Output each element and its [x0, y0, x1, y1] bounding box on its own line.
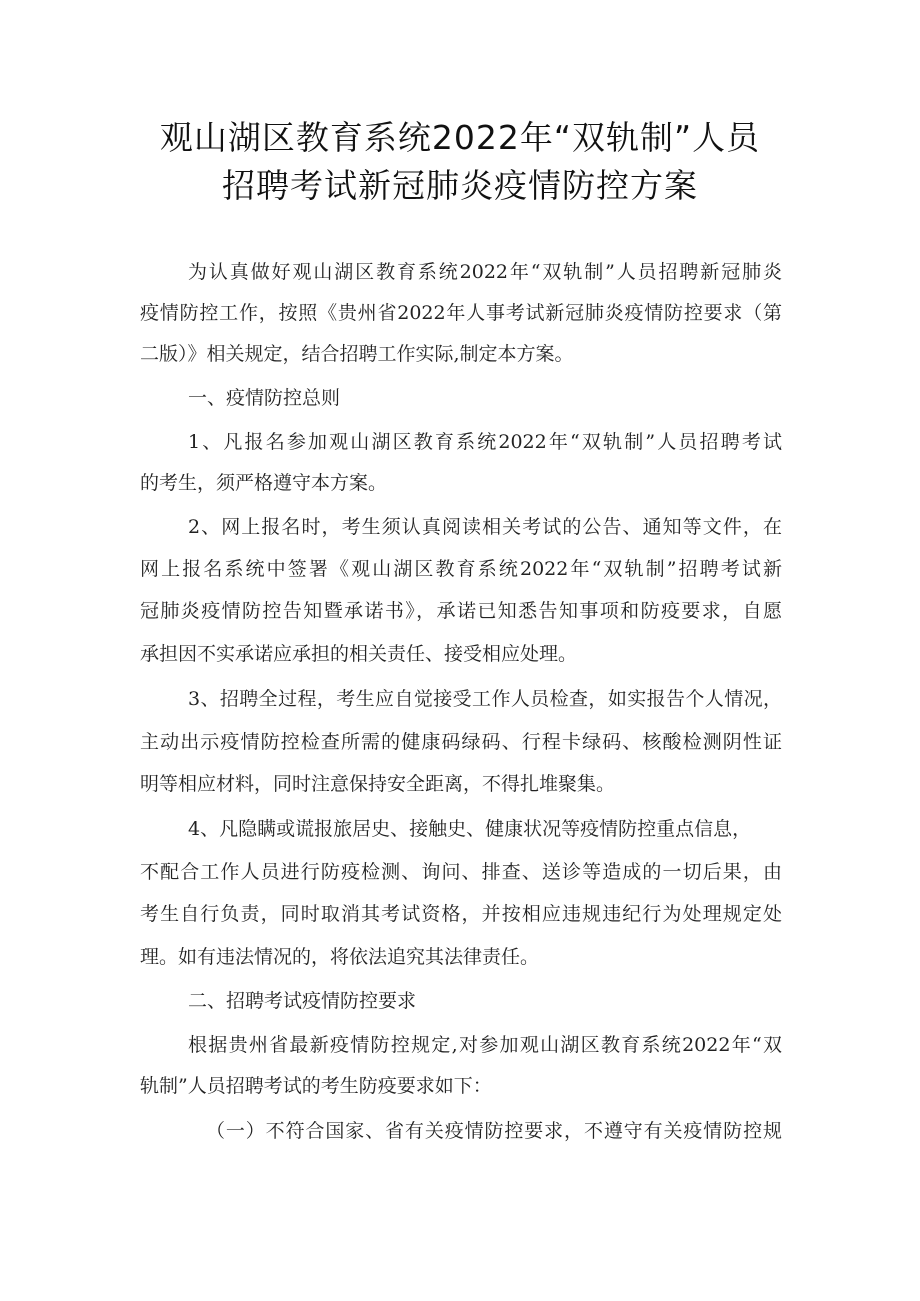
document-title-line-2: 招聘考试新冠肺炎疫情防控方案 — [222, 166, 698, 205]
rule-2-line-1: 2、网上报名时，考生须认真阅读相关考试的公告、通知等文件，在 — [188, 516, 782, 538]
rule-4-line-3: 考生自行负责，同时取消其考试资格，并按相应违规违纪行为处理规定处 — [140, 903, 782, 925]
section-heading-1: 一、疫情防控总则 — [188, 387, 341, 409]
requirements-intro-line-2: 轨制”人员招聘考试的考生防疫要求如下： — [140, 1075, 492, 1097]
requirements-intro-line-1: 根据贵州省最新疫情防控规定,对参加观山湖区教育系统2022年“双 — [188, 1034, 782, 1056]
rule-1-line-2: 的考生，须严格遵守本方案。 — [140, 472, 388, 494]
rule-4-line-1: 4、凡隐瞒或谎报旅居史、接触史、健康状况等疫情防控重点信息， — [188, 818, 752, 840]
intro-paragraph-line-3: 二版）》相关规定，结合招聘工作实际,制定本方案。 — [140, 343, 574, 365]
rule-3-line-1: 3、招聘全过程，考生应自觉接受工作人员检查，如实报告个人情况， — [188, 688, 782, 710]
intro-paragraph-line-2: 疫情防控工作，按照《贵州省2022年人事考试新冠肺炎疫情防控要求（第 — [140, 302, 782, 324]
rule-1-line-1: 1、凡报名参加观山湖区教育系统2022年“双轨制”人员招聘考试 — [188, 431, 782, 453]
intro-paragraph-line-1: 为认真做好观山湖区教育系统2022年“双轨制”人员招聘新冠肺炎 — [188, 261, 782, 283]
rule-2-line-3: 冠肺炎疫情防控告知暨承诺书》，承诺已知悉告知事项和防疫要求，自愿 — [140, 600, 782, 622]
rule-3-line-3: 明等相应材料，同时注意保持安全距离，不得扎堆聚集。 — [140, 773, 616, 795]
requirement-1-line-1: （一）不符合国家、省有关疫情防控要求，不遵守有关疫情防控规 — [206, 1120, 782, 1142]
rule-2-line-2: 网上报名系统中签署《观山湖区教育系统2022年“双轨制”招聘考试新 — [140, 558, 782, 580]
rule-2-line-4: 承担因不实承诺应承担的相关责任、接受相应处理。 — [140, 643, 578, 665]
rule-3-line-2: 主动出示疫情防控检查所需的健康码绿码、行程卡绿码、核酸检测阴性证 — [140, 731, 782, 753]
document-title-line-1: 观山湖区教育系统2022年“双轨制”人员 — [159, 118, 761, 157]
rule-4-line-4: 理。如有违法情况的，将依法追究其法律责任。 — [140, 946, 540, 968]
section-heading-2: 二、招聘考试疫情防控要求 — [188, 990, 417, 1012]
rule-4-line-2: 不配合工作人员进行防疫检测、询问、排查、送诊等造成的一切后果，由 — [140, 861, 782, 883]
